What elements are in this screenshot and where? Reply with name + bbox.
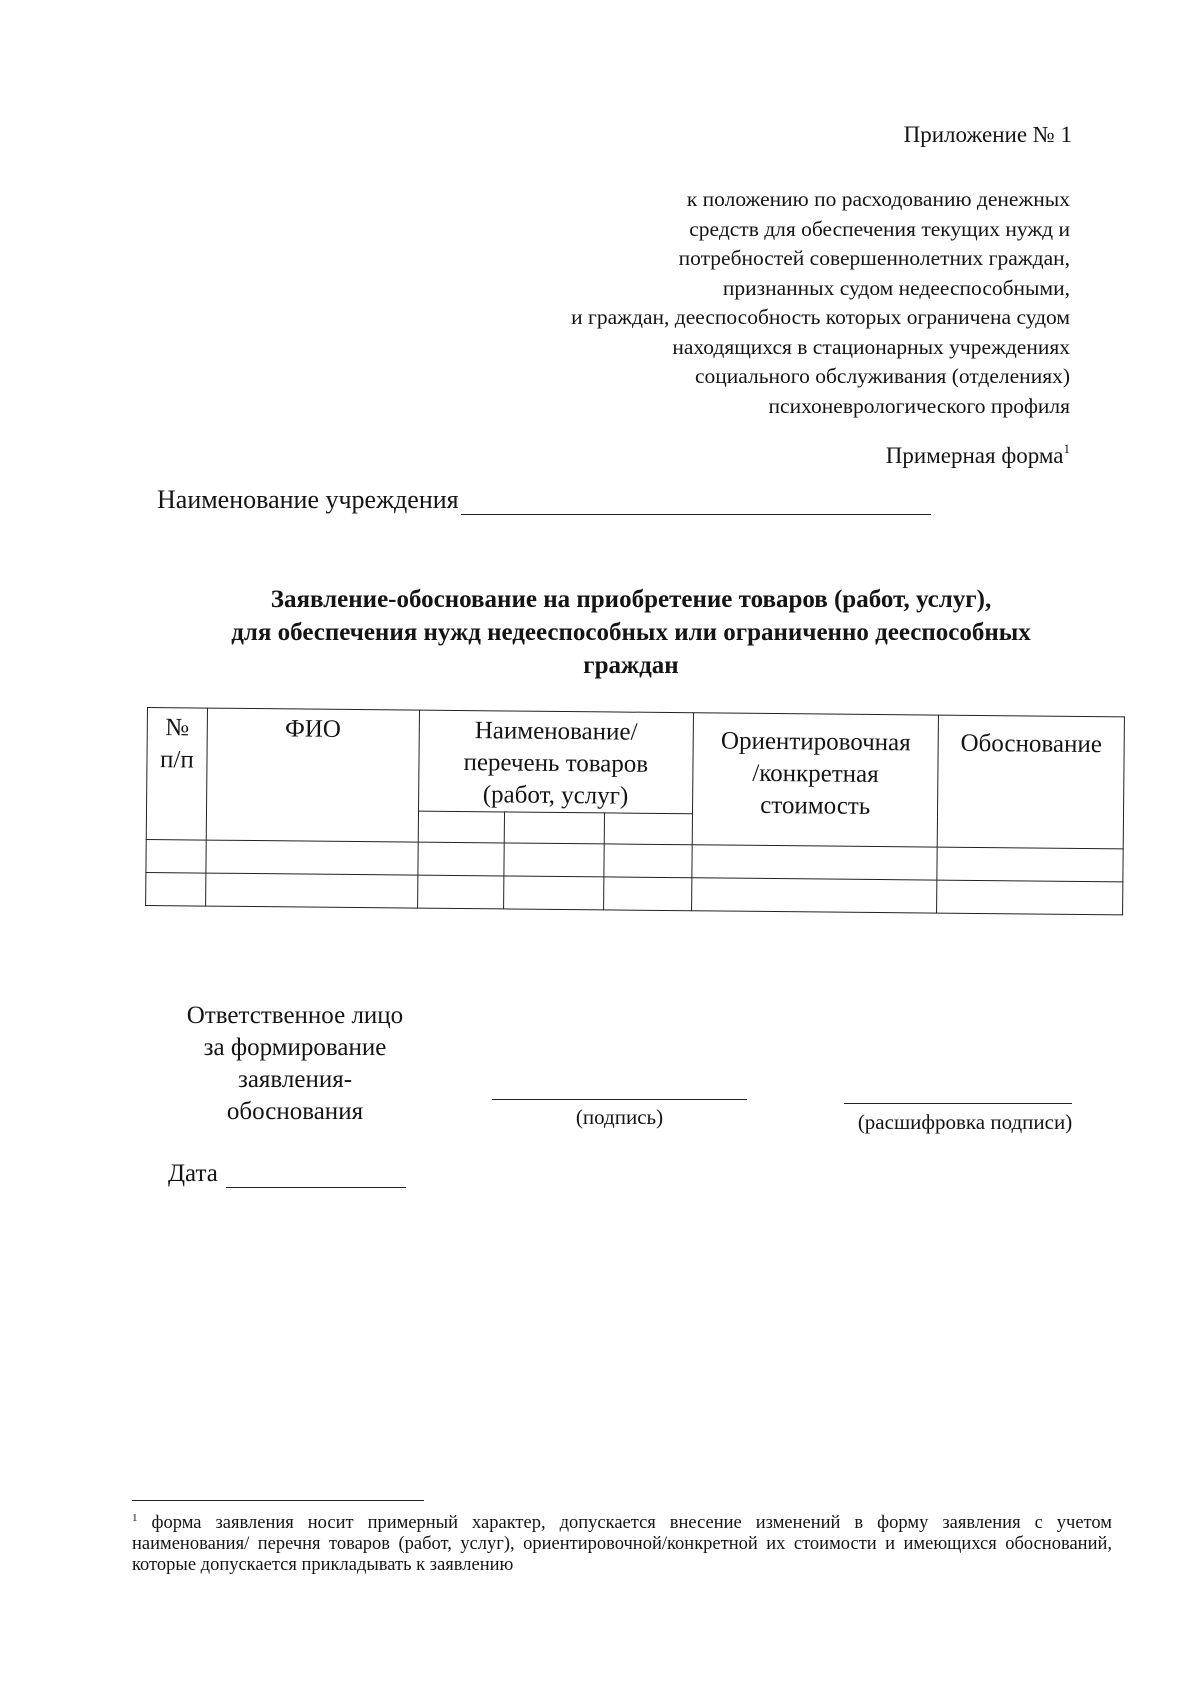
table-cell[interactable] <box>417 875 504 909</box>
appendix-note-line: потребностей совершеннолетних граждан, <box>678 246 1070 270</box>
signature-label: (подпись) <box>575 1105 664 1129</box>
table-cell[interactable] <box>604 844 692 878</box>
table-header-row <box>147 708 1125 818</box>
appendix-title: Приложение № 1 <box>903 122 1072 147</box>
header-goods-line: перечень товаров <box>463 749 649 778</box>
responsible-line: за формирование <box>203 1034 387 1061</box>
table-cell[interactable] <box>417 842 504 876</box>
institution-label: Наименование учреждения <box>157 485 459 514</box>
appendix-note-line: психоневрологического профиля <box>768 393 1070 418</box>
header-number <box>146 708 207 841</box>
header-number-abbr: п/п <box>159 746 194 774</box>
appendix-note-line: социального обслуживания (отделениях) <box>694 364 1070 388</box>
document-title-line: граждан <box>583 652 679 679</box>
date-field <box>168 1160 406 1188</box>
document-title-line: для обеспечения нужд недееспособных или ограниченно дееспособных <box>231 619 1031 646</box>
application-table <box>145 707 1125 915</box>
header-cost-line: стоимость <box>760 791 871 820</box>
table-cell[interactable] <box>206 840 418 875</box>
appendix-note-line: признанных судом недееспособными, <box>722 275 1070 300</box>
header-goods-line: (работ, услуг) <box>482 781 629 810</box>
table-cell[interactable] <box>418 811 505 843</box>
table-cell[interactable] <box>604 877 692 911</box>
table-cell[interactable] <box>692 878 937 913</box>
header-number-sign: № <box>165 714 190 742</box>
table-cell[interactable] <box>605 813 693 845</box>
document-title <box>150 583 1112 682</box>
table-cell[interactable] <box>205 873 417 908</box>
footnote-text: форма заявления носит примерный характер, допускается внесение изменений в форму заявления с учетом наименования/ перечня товаров (работ, услуг), ориентировочной/конкретной их стоимости и имеющихся обоснований, которые допускается прикладывать к заявлению <box>132 1513 1113 1575</box>
responsible-line: Ответственное лицо <box>186 1002 404 1029</box>
header-fio-text: ФИО <box>284 715 342 743</box>
table-cell[interactable] <box>505 812 605 844</box>
table-cell[interactable] <box>937 847 1123 882</box>
appendix-note-line: к положению по расходованию денежных <box>686 187 1070 211</box>
header-cost <box>692 713 938 847</box>
responsible-line: обоснования <box>226 1098 364 1125</box>
sample-form-text: Примерная форма <box>885 443 1064 468</box>
footnote-reference: 1 <box>1063 441 1070 456</box>
institution-field <box>157 485 931 515</box>
footnote-separator <box>132 1500 424 1501</box>
document-title-line: Заявление-обоснование на приобретение товаров (работ, услуг), <box>270 586 992 613</box>
date-blank-line[interactable] <box>226 1163 406 1188</box>
institution-blank-line[interactable] <box>461 488 931 515</box>
table-cell[interactable] <box>146 839 206 873</box>
table-cell[interactable] <box>692 845 937 880</box>
signature-decode-blank-line[interactable] <box>844 1103 1072 1104</box>
appendix-note-line: находящихся в стационарных учреждениях <box>672 334 1070 359</box>
appendix-note <box>430 185 1070 421</box>
table-cell[interactable] <box>504 876 604 910</box>
responsible-person-label <box>165 1000 425 1128</box>
header-goods-line: Наименование/ <box>474 717 638 746</box>
header-reason-text: Обоснование <box>960 729 1102 759</box>
header-cost-line: /конкретная <box>752 759 879 789</box>
footnote-mark: 1 <box>132 1512 138 1524</box>
responsible-line: заявления- <box>237 1066 353 1093</box>
header-goods-name <box>418 710 694 814</box>
footnote <box>132 1508 1112 1576</box>
header-reason <box>937 715 1124 849</box>
appendix-note-line: и граждан, дееспособность которых ограничена судом <box>571 305 1070 329</box>
header-fio <box>206 708 419 842</box>
sample-form-label <box>886 441 1070 469</box>
table-cell[interactable] <box>146 872 206 906</box>
signature-decode-label: (расшифровка подписи) <box>857 1110 1073 1134</box>
table-cell[interactable] <box>937 880 1123 915</box>
appendix-note-line: средств для обеспечения текущих нужд и <box>689 216 1070 241</box>
date-label: Дата <box>168 1160 218 1187</box>
header-cost-line: Ориентировочная <box>720 727 911 757</box>
signature-blank-line[interactable] <box>492 1099 747 1100</box>
table-cell[interactable] <box>504 843 604 877</box>
